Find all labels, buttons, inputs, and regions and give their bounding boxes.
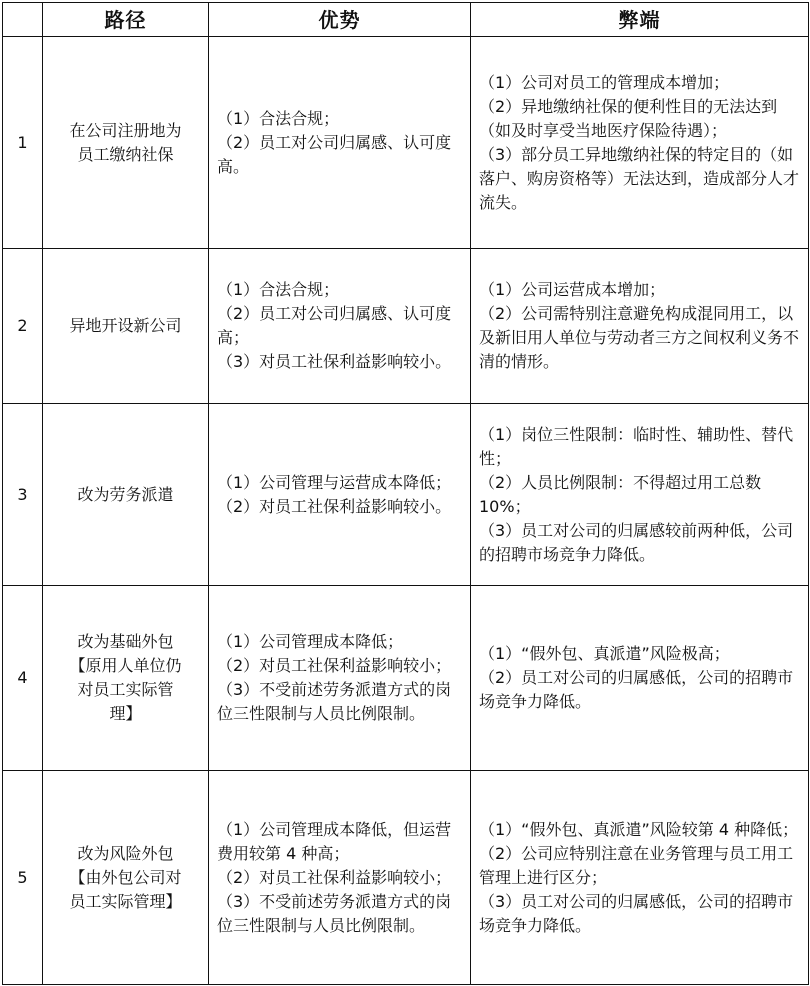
header-path: 路径 bbox=[43, 3, 209, 37]
path-line: 改为风险外包 bbox=[77, 843, 174, 863]
row-number: 3 bbox=[3, 404, 43, 586]
disadvantage-item: （1）公司对员工的管理成本增加； bbox=[479, 72, 730, 92]
header-advantages: 优势 bbox=[209, 3, 471, 37]
disadvantage-item: （2）员工对公司的归属感低，公司的招聘市场竞争力降低。 bbox=[479, 668, 794, 711]
path-cell bbox=[43, 249, 209, 404]
path-cell bbox=[43, 586, 209, 771]
path-line: 理】 bbox=[109, 704, 142, 723]
advantage-item: （2）员工对公司归属感、认可度高。 bbox=[217, 132, 452, 176]
header-disadvantages: 弊端 bbox=[471, 3, 809, 37]
advantages-cell bbox=[209, 37, 471, 249]
path-line: 员工缴纳社保 bbox=[77, 144, 174, 164]
disadvantage-item: （2）公司需特别注意避免构成混同用工，以及新旧用人单位与劳动者三方之间权利义务不清的情形。 bbox=[479, 304, 800, 371]
advantage-item: （2）对员工社保利益影响较小； bbox=[217, 867, 452, 887]
path-line: 改为劳务派遣 bbox=[77, 484, 174, 504]
advantages-cell bbox=[209, 771, 471, 985]
disadvantages-cell bbox=[471, 37, 809, 249]
disadvantages-cell bbox=[471, 249, 809, 404]
row-number: 2 bbox=[3, 249, 43, 404]
disadvantage-item: （2）公司应特别注意在业务管理与员工用工管理上进行区分； bbox=[479, 843, 794, 887]
advantages-cell bbox=[209, 249, 471, 404]
disadvantages-cell bbox=[471, 586, 809, 771]
advantage-item: （1）合法合规； bbox=[217, 280, 340, 299]
advantage-item: （1）公司管理成本降低，但运营费用较第 4 种高； bbox=[217, 819, 452, 863]
path-line: 异地开设新公司 bbox=[69, 316, 182, 335]
disadvantage-item: （1）公司运营成本增加； bbox=[479, 280, 666, 299]
path-cell bbox=[43, 37, 209, 249]
advantage-item: （2）对员工社保利益影响较小； bbox=[217, 656, 452, 675]
advantage-item: （1）公司管理成本降低； bbox=[217, 632, 404, 651]
advantage-item: （3）对员工社保利益影响较小。 bbox=[217, 352, 452, 371]
header-number bbox=[3, 3, 43, 37]
path-line: 改为基础外包 bbox=[77, 632, 174, 651]
row-number: 5 bbox=[3, 771, 43, 985]
path-line: 对员工实际管 bbox=[77, 680, 174, 699]
advantage-item: （2）对员工社保利益影响较小。 bbox=[217, 496, 452, 516]
table-row bbox=[3, 249, 809, 404]
row-number: 4 bbox=[3, 586, 43, 771]
disadvantage-item: （1）“假外包、真派遣”风险较第 4 种降低； bbox=[479, 819, 799, 839]
disadvantage-item: （3）部分员工异地缴纳社保的特定目的（如落户、购房资格等）无法达到，造成部分人才流失。 bbox=[479, 144, 800, 212]
path-line: 【原用人单位仍 bbox=[69, 656, 182, 675]
advantage-item: （2）员工对公司归属感、认可度高； bbox=[217, 304, 452, 347]
advantage-item: （3）不受前述劳务派遣方式的岗位三性限制与人员比例限制。 bbox=[217, 680, 452, 723]
table-row bbox=[3, 586, 809, 771]
path-cell bbox=[43, 404, 209, 586]
table-row bbox=[3, 771, 809, 985]
disadvantage-item: （1）“假外包、真派遣”风险极高； bbox=[479, 644, 730, 663]
comparison-table bbox=[2, 2, 809, 985]
disadvantage-item: （3）员工对公司的归属感低，公司的招聘市场竞争力降低。 bbox=[479, 891, 794, 935]
advantage-item: （1）公司管理与运营成本降低； bbox=[217, 472, 452, 492]
path-line: 员工实际管理】 bbox=[69, 891, 182, 911]
path-cell bbox=[43, 771, 209, 985]
disadvantages-cell bbox=[471, 771, 809, 985]
disadvantage-item: （3）员工对公司的归属感较前两种低，公司的招聘市场竞争力降低。 bbox=[479, 520, 794, 564]
row-number: 1 bbox=[3, 37, 43, 249]
disadvantage-item: （2）异地缴纳社保的便利性目的无法达到（如及时享受当地医疗保险待遇）； bbox=[479, 96, 778, 140]
disadvantage-item: （2）人员比例限制：不得超过用工总数 10%； bbox=[479, 472, 762, 516]
path-line: 在公司注册地为 bbox=[69, 120, 182, 140]
advantage-item: （1）合法合规； bbox=[217, 108, 340, 128]
table-row bbox=[3, 404, 809, 586]
table-row bbox=[3, 37, 809, 249]
disadvantage-item: （1）岗位三性限制：临时性、辅助性、替代性； bbox=[479, 424, 794, 468]
advantage-item: （3）不受前述劳务派遣方式的岗位三性限制与人员比例限制。 bbox=[217, 891, 452, 935]
advantages-cell bbox=[209, 586, 471, 771]
header-row bbox=[3, 3, 809, 37]
disadvantages-cell bbox=[471, 404, 809, 586]
advantages-cell bbox=[209, 404, 471, 586]
path-line: 【由外包公司对 bbox=[69, 867, 182, 887]
